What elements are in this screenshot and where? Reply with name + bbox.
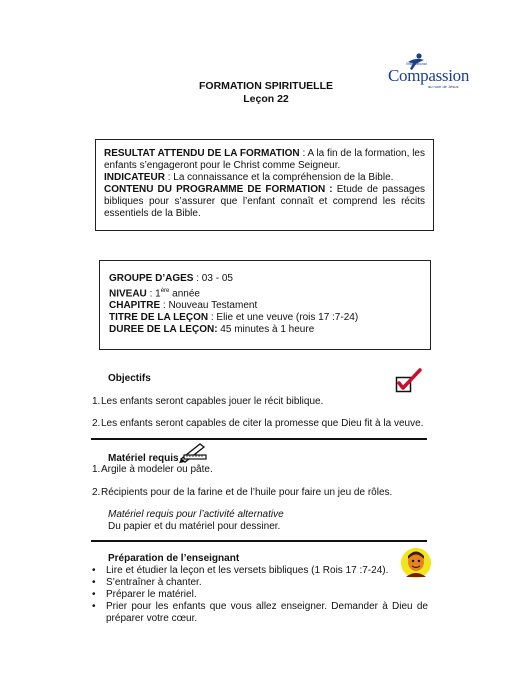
content-text: Etude de passages bibliques pour s’assurer que l’enfant connaît et comprend les récits essentiels de la Bible. [104, 184, 425, 219]
objective-item-1 [92, 396, 323, 408]
document-title: FORMATION SPIRITUELLE [199, 80, 333, 92]
material-text-2: Récipients pour de la farine et de l’huile pour faire un jeu de rôles. [101, 487, 393, 498]
preparation-heading: Préparation de l’enseignant [108, 553, 240, 564]
material-text-1: Argile à modeler ou pâte. [101, 464, 213, 475]
preparation-text-1: Lire et étudier la leçon et les versets bibliques (1 Rois 17 :7-24). [106, 565, 389, 576]
alt-materials-text: Du papier et du matériel pour dessiner. [108, 521, 281, 532]
lesson-number: Leçon 22 [243, 93, 289, 105]
age-group-label: GROUPE D’AGES [109, 273, 194, 284]
material-item-1 [92, 464, 213, 476]
bullet-1: • [92, 565, 96, 576]
material-number-2: 2. [92, 487, 101, 498]
level-superscript: ère [160, 288, 170, 294]
result-text: : A la fin de la formation, les enfants s’engageront pour le Christ comme Seigneur. [104, 148, 425, 171]
logo-small-text: l'international [406, 62, 427, 66]
section-divider-2 [91, 540, 427, 542]
alt-materials-heading [108, 509, 284, 521]
objective-number-2: 2. [92, 418, 101, 429]
lesson-title-value: : Elie et une veuve (rois 17 :7-24) [208, 312, 359, 324]
duration-value: 45 minutes à 1 heure [217, 324, 315, 336]
bullet-3: • [92, 589, 96, 600]
duration-line [109, 324, 430, 336]
age-group-value: : 03 - 05 [193, 273, 233, 284]
preparation-text-2: S’entraîner à chanter. [106, 577, 202, 588]
preparation-item-2 [92, 577, 428, 589]
preparation-item-1 [92, 565, 428, 577]
material-number-1: 1. [92, 464, 101, 475]
chapter-label: CHAPITRE [109, 300, 161, 312]
result-paragraph [104, 148, 425, 172]
chapter-value: : Nouveau Testament [160, 300, 258, 312]
level-line [109, 285, 430, 300]
lesson-title-line [109, 312, 430, 324]
preparation-item-3 [92, 589, 428, 601]
logo-tagline: au nom de Jésus [428, 84, 459, 89]
preparation-text-3: Préparer le matériel. [106, 589, 197, 600]
indicator-text: : La connaissance et la compréhension de la Bible. [164, 172, 394, 183]
bullet-2: • [92, 577, 96, 588]
pencil-ruler-icon [178, 441, 208, 463]
objective-number-1: 1. [92, 396, 101, 407]
lesson-title-label: TITRE DE LA LEÇON [109, 312, 209, 324]
chapter-line [109, 300, 430, 312]
objectives-heading: Objectifs [108, 373, 151, 384]
objective-text-1: Les enfants seront capables jouer le récit biblique. [101, 396, 324, 407]
lesson-info-box [99, 260, 431, 350]
objective-text-2: Les enfants seront capables de citer la promesse que Dieu fit à la veuve. [101, 418, 424, 429]
material-item-2 [92, 487, 392, 499]
age-group-line [109, 273, 430, 285]
checkbox-check-icon [395, 368, 423, 394]
content-paragraph [104, 184, 425, 220]
result-label: RESULTAT ATTENDU DE LA FORMATION [104, 148, 300, 159]
compassion-logo-icon [384, 52, 476, 96]
objective-item-2 [92, 418, 423, 430]
materials-heading: Matériel requis [108, 453, 179, 464]
preparation-text-4: Prier pour les enfants que vous allez enseigner. Demander à Dieu de préparer votre cœur. [106, 601, 428, 624]
level-value: : 1 [146, 288, 161, 300]
bullet-4: • [92, 601, 96, 612]
indicator-label: INDICATEUR [104, 172, 165, 183]
preparation-item-4 [92, 601, 428, 625]
section-divider-1 [91, 438, 427, 440]
level-suffix: année [169, 288, 200, 300]
content-label: CONTENU DU PROGRAMME DE FORMATION : [104, 184, 333, 195]
indicator-paragraph [104, 172, 425, 184]
formation-box [95, 139, 434, 231]
preparation-list [92, 565, 428, 625]
logo-wordmark: Compassion [388, 66, 470, 85]
alt-materials-heading-text: Matériel requis pour l’activité alternative [108, 509, 284, 520]
level-label: NIVEAU [109, 288, 147, 300]
duration-label: DUREE DE LA LEÇON: [109, 324, 218, 336]
